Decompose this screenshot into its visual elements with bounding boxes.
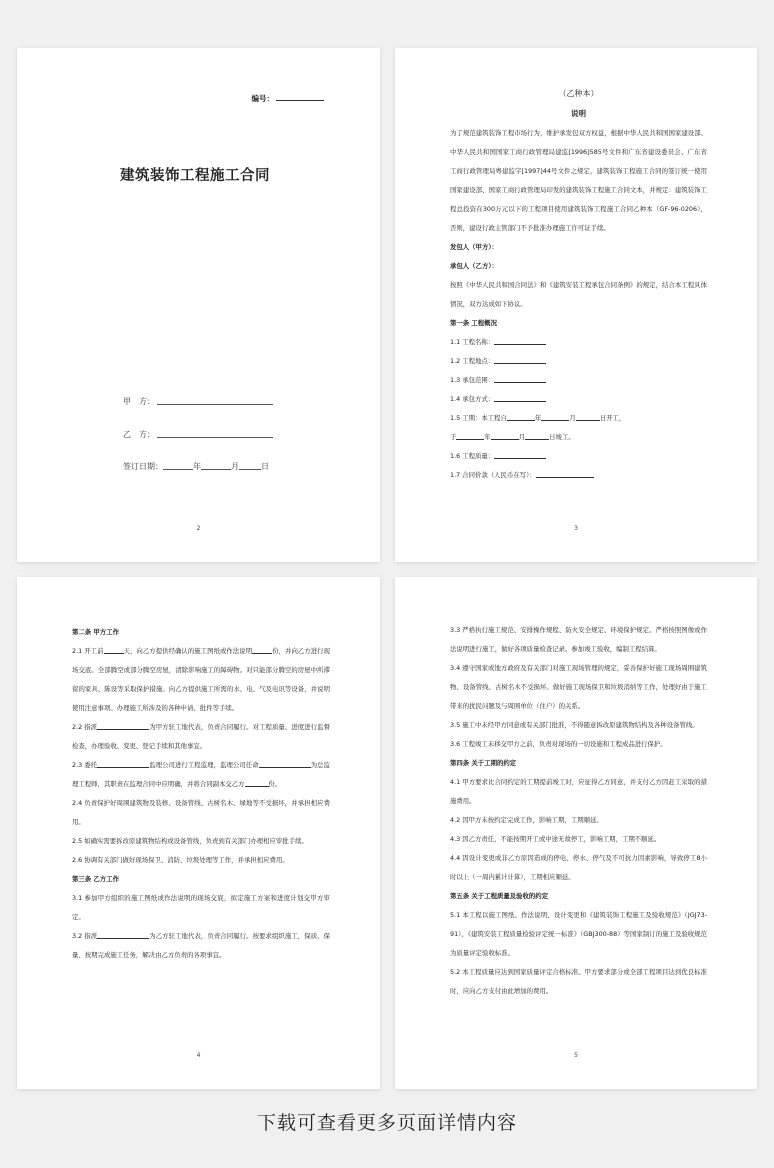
edition-title: （乙种本） — [558, 89, 599, 98]
party-a-label: 甲 方： — [123, 397, 155, 406]
article-2-3-page — [17, 577, 380, 1089]
blank — [536, 477, 594, 478]
item-label: 1.2 工程地点： — [450, 357, 495, 365]
basis-paragraph: 按照《中华人民共和国合同法》和《建筑安装工程承包合同条例》的规定，结合本工程具体情况，双方达成如下协议。 — [450, 281, 707, 308]
year-label: 年 — [484, 433, 491, 441]
intro-paragraph: 为了规范建筑装饰工程市场行为，维护承发包双方权益，根据中华人民共和国国家建设部、中华人民共和国国家工商行政管理局建监[1996]585号文件和广东省建设委员会、广东省工商行政管理局粤建监字[1997]44号文件之规定，建筑装饰工程施工合同的签订统一使用国家建设部、国家工商行政管理局印发的建筑装饰工程施工合同文本，并规定：建筑装饰工程总投资在300万元以下的工程项目使用建筑装饰工程施工合同乙种本（GF-96-0206），否则，建设行政主管部门不予批准办理施工许可证手续。 — [450, 129, 707, 232]
cover-page — [17, 48, 380, 562]
contractor-line — [450, 257, 707, 276]
page-body — [450, 621, 707, 1001]
article-4-heading: 第四条 关于工期的约定 — [450, 759, 517, 767]
item-label: 1.1 工程名称： — [450, 338, 495, 346]
page-body — [450, 84, 707, 485]
clause-4-1: 4.1 甲方要求比合同约定的工期提前竣工时，应征得乙方同意，并支付乙方因赶工采取的措施费用。 — [450, 778, 707, 805]
clause-text: 为总监理工程师，其职责在监理合同中应明确，并将合同副本交乙方 — [72, 761, 331, 788]
colon: ： — [491, 243, 498, 251]
item-label: 1.6 工程质量： — [450, 452, 495, 460]
item-label: 1.4 承包方式： — [450, 395, 495, 403]
clause-text: 为甲方驻工地代表，负责合同履行。对工程质量、进度进行监督检查，办理验收、变更、登记手续和其他事宜。 — [72, 723, 331, 750]
item-1-1 — [450, 333, 707, 352]
clause-2-5: 2.5 如确实需要拆改原建筑物结构或设备管线，负责到有关部门办理相应审批手续。 — [72, 837, 308, 845]
clause-2-2 — [72, 718, 330, 756]
contract-number-field — [252, 93, 325, 104]
blank — [494, 401, 546, 402]
clause-text: 为乙方驻工地代表，负责合同履行。按要求组织施工，保质、保量、按期完成施工任务，解决由乙方负责的各项事宜。 — [72, 932, 331, 959]
day-blank — [239, 469, 261, 470]
item-1-5-end — [450, 428, 707, 447]
blank — [576, 420, 600, 421]
month-label: 月 — [518, 433, 526, 441]
party-b-blank — [157, 437, 273, 438]
clause-4-4: 4.4 因设计变更或非乙方原因造成的停电、停水、停气及不可抗力因素影响，导致停工8小时以上（一周内累计计算），工期相应顺延。 — [450, 854, 707, 881]
article-1-heading: 第一条 工程概况 — [450, 319, 497, 327]
clause-2-6: 2.6 协调有关部门做好现场保卫、消防、垃圾处理等工作，并承担相应费用。 — [72, 856, 289, 864]
year-label: 年 — [193, 462, 201, 471]
clause-3-5: 3.5 施工中未经甲方同意或有关部门批准，不得随意拆改原建筑物结构及各种设备管线。 — [450, 721, 699, 729]
party-b-line — [123, 429, 273, 440]
blank — [97, 938, 149, 939]
month-label: 月 — [231, 462, 239, 471]
clause-3-4: 3.4 遵守国家或地方政府及有关部门对施工现场管理的规定，妥善保护好施工现场周围建筑物、设备管线、古树名木不受损坏。做好施工现场保卫和垃圾消纳等工作，处理好由于施工带来的扰民问题及与周围单位（住户）的关系。 — [450, 664, 707, 710]
blank — [541, 420, 569, 421]
blank — [494, 458, 546, 459]
blank — [245, 786, 269, 787]
blank — [491, 439, 519, 440]
party-a-blank — [157, 404, 273, 405]
finish-label: 日竣工。 — [549, 433, 575, 441]
employer-label: 发包人（甲方） — [450, 243, 492, 251]
item-label: 1.3 承包范围： — [450, 376, 495, 384]
page-number: 5 — [574, 1052, 578, 1059]
clause-text: 份。 — [268, 780, 282, 788]
clause-3-1: 3.1 参加甲方组织的施工图纸或作法说明的现场交底，拟定施工方案和进度计划交甲方审定。 — [72, 894, 330, 921]
clause-3-6: 3.6 工程竣工未移交甲方之前，负责对现场的一切设施和工程成品进行保护。 — [450, 740, 667, 748]
clause-4-2: 4.2 因甲方未按约定完成工作，影响工期，工期顺延。 — [450, 816, 603, 824]
clause-4-3: 4.3 因乙方责任，不能按期开工或中途无故停工，影响工期，工期不顺延。 — [450, 835, 661, 843]
contract-number-blank — [276, 100, 324, 101]
clause-5-2: 5.2 本工程质量应达到国家质量评定合格标准。甲方要求部分或全部工程项目达到优良标准时，应向乙方支付由此增加的费用。 — [450, 968, 707, 995]
item-1-2 — [450, 352, 707, 371]
blank — [494, 363, 546, 364]
article-5-heading: 第五条 关于工程质量及验收的约定 — [450, 892, 549, 900]
article-2-heading: 第二条 甲方工作 — [72, 628, 119, 636]
item-1-7 — [450, 466, 707, 485]
page-body — [72, 623, 330, 965]
contract-number-label: 编号： — [251, 94, 274, 103]
blank — [97, 729, 149, 730]
page-number: 3 — [574, 525, 578, 532]
blank — [456, 439, 484, 440]
clause-text: 天，向乙方提供经确认的施工图纸或作法说明 — [123, 647, 253, 655]
article-3-heading: 第三条 乙方工作 — [72, 875, 119, 883]
explanation-heading: 说明 — [571, 109, 586, 118]
clause-3-3: 3.3 严格执行施工规范、安排操作规程、防火安全规定、环境保护规定。严格按照图像或作法说明进行施工，做好各项质量检查记录。参加竣工验收，编制工程结算。 — [450, 626, 707, 653]
page-number: 4 — [196, 1052, 201, 1059]
contractor-label: 承包人（乙方） — [450, 262, 492, 270]
blank — [252, 653, 272, 654]
contract-title: 建筑装饰工程施工合同 — [120, 168, 270, 184]
item-label: 1.7 合同价款（人民币在写）： — [450, 471, 536, 479]
clause-text: 2.3 委托 — [72, 761, 98, 769]
year-blank — [163, 469, 193, 470]
clause-2-3 — [72, 756, 330, 794]
month-blank — [201, 469, 231, 470]
sign-date-label: 签订日期： — [123, 462, 163, 471]
item-label: 1.5 工期：本工程自 — [450, 414, 507, 422]
blank — [259, 767, 311, 768]
blank — [104, 653, 124, 654]
party-b-label: 乙 方： — [123, 430, 155, 439]
clause-2-4: 2.4 负责保护好周围建筑物及装修、设备管线、古树名木、绿地等不受损坏，并承担相应费用。 — [72, 799, 330, 826]
month-label: 月 — [569, 414, 576, 422]
item-1-4 — [450, 390, 707, 409]
item-1-5 — [450, 409, 707, 428]
item-label: 于 — [450, 433, 457, 441]
clause-5-1: 5.1 本工程以施工图纸、作法说明、设计变更和《建筑装饰工程施工及验收规范》（JGJ73-91）、《建筑安装工程质量检验评定统一标准》（GBJ300-88）等国家制订的施工及验收规范为质量评定验收标准。 — [450, 911, 707, 957]
sign-date-line — [123, 461, 269, 472]
colon: ： — [491, 262, 498, 270]
party-a-line — [123, 396, 273, 407]
blank — [507, 420, 535, 421]
blank — [525, 439, 549, 440]
download-more-caption: 下载可查看更多页面详情内容 — [256, 1112, 517, 1134]
day-label: 日 — [261, 462, 269, 471]
clause-3-2 — [72, 927, 330, 965]
start-label: 日开工， — [599, 414, 626, 422]
item-1-6 — [450, 447, 707, 466]
clause-text: 3.2 指派 — [72, 932, 98, 940]
clause-2-1 — [72, 642, 330, 718]
employer-line — [450, 238, 707, 257]
item-1-3 — [450, 371, 707, 390]
clause-text: 2.2 指派 — [72, 723, 98, 731]
page-number: 2 — [196, 525, 201, 532]
explanation-page — [395, 48, 757, 562]
blank — [97, 767, 149, 768]
blank — [494, 344, 546, 345]
clause-text: 监理公司进行工程监理，监理公司任命 — [149, 761, 259, 769]
clause-text: 份，并向乙方进行现场交底。全部腾空或部分腾空房屋，清除影响施工的障碍物。对只能部分腾空的房屋中所滞留的家具、陈设等采取保护措施。向乙方提供施工所需的水、电、气及电讯等设备，并说明使用注意事项。办理施工所涉及的各种申请、批件等手续。 — [72, 647, 331, 712]
blank — [494, 382, 546, 383]
year-label: 年 — [534, 414, 542, 422]
clause-text: 2.1 开工前 — [72, 647, 104, 655]
article-3-5-page — [395, 577, 757, 1089]
